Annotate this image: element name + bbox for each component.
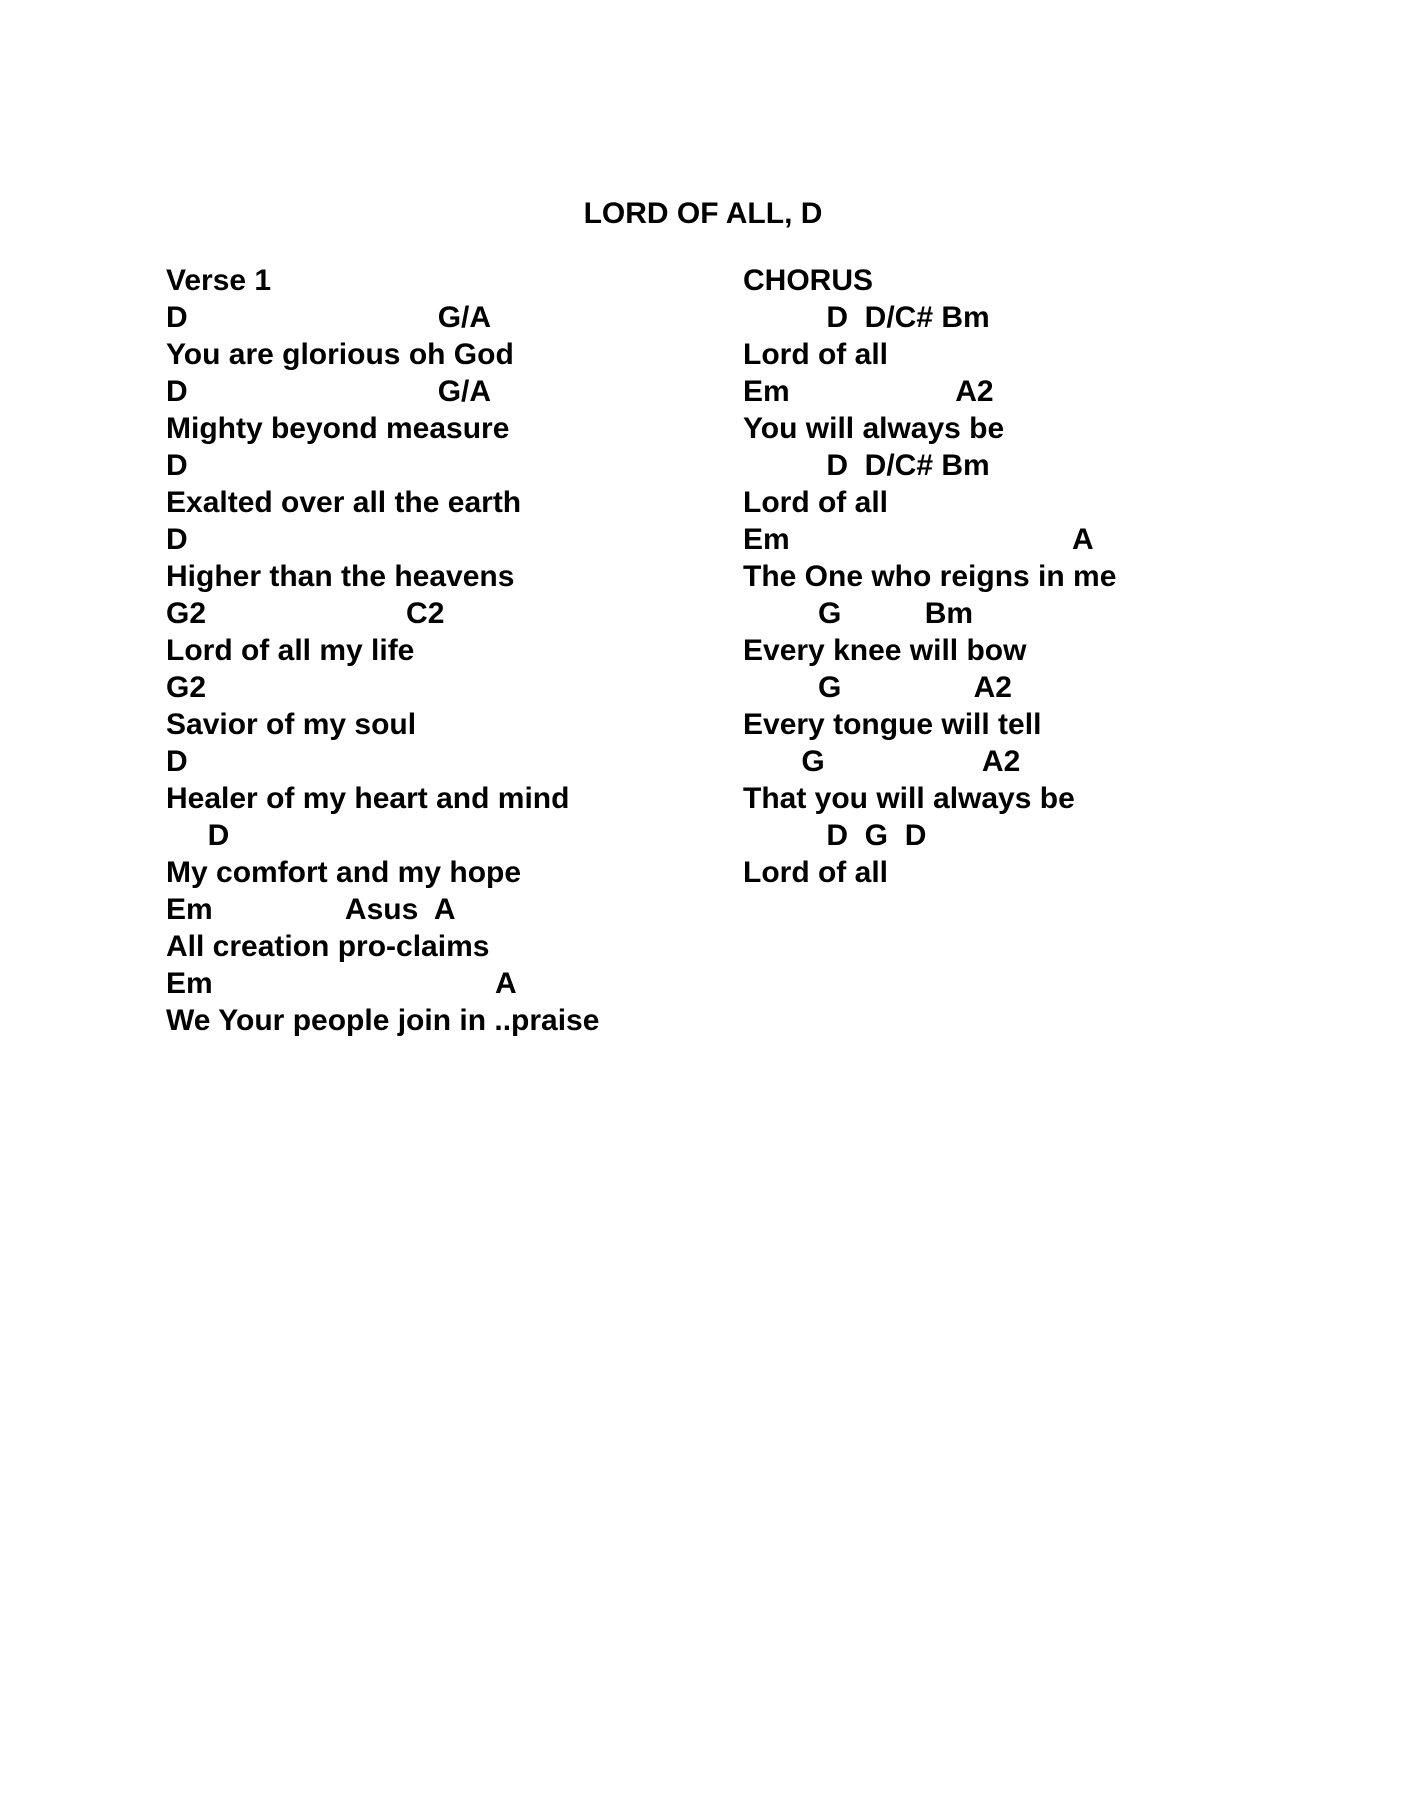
verse-lyric-line: Lord of all my life	[166, 634, 415, 667]
chorus-chord-line: Em A	[743, 523, 1094, 556]
verse-lyric-line: Healer of my heart and mind	[166, 782, 570, 815]
chorus-chord-line: Em A2	[743, 375, 994, 408]
verse-chord-line: Em A	[166, 967, 517, 1000]
chorus-lyric-line: Lord of all	[743, 856, 888, 889]
chorus-chord-line: G A2	[743, 671, 1012, 704]
verse-lyric-line: Mighty beyond measure	[166, 412, 510, 445]
chorus-lyric-line: The One who reigns in me	[743, 560, 1117, 593]
verse-lyric-line: We Your people join in ..praise	[166, 1004, 600, 1037]
verse-chord-line: D	[166, 745, 188, 778]
verse-lyric-line: My comfort and my hope	[166, 856, 522, 889]
song-title: LORD OF ALL, D	[583, 197, 823, 230]
verse-heading: Verse 1	[166, 264, 272, 297]
verse-column	[166, 262, 599, 1039]
verse-chord-line: D	[166, 449, 188, 482]
verse-lyric-line: You are glorious oh God	[166, 338, 514, 371]
chorus-column	[743, 262, 1116, 891]
verse-lyric-line: Savior of my soul	[166, 708, 417, 741]
verse-chord-line: G2 C2	[166, 597, 445, 630]
verse-chord-line: D	[166, 819, 230, 852]
chorus-chord-line: G Bm	[743, 597, 974, 630]
chorus-lyric-line: Every tongue will tell	[743, 708, 1042, 741]
verse-chord-line: G2	[166, 671, 207, 704]
chorus-lyric-line: That you will always be	[743, 782, 1075, 815]
chorus-lyric-line: Every knee will bow	[743, 634, 1027, 667]
chorus-lyric-line: Lord of all	[743, 338, 888, 371]
verse-chord-line: D G/A	[166, 301, 492, 334]
verse-chord-line: Em Asus A	[166, 893, 456, 926]
chorus-lyric-line: You will always be	[743, 412, 1005, 445]
verse-chord-line: D G/A	[166, 375, 492, 408]
chorus-chord-line: D D/C# Bm	[743, 301, 990, 334]
verse-chord-line: D	[166, 523, 188, 556]
chorus-lyric-line: Lord of all	[743, 486, 888, 519]
verse-lyric-line: All creation pro-claims	[166, 930, 490, 963]
chorus-heading: CHORUS	[743, 264, 874, 297]
verse-lyric-line: Higher than the heavens	[166, 560, 515, 593]
verse-lyric-line: Exalted over all the earth	[166, 486, 522, 519]
chorus-chord-line: G A2	[743, 745, 1021, 778]
chorus-chord-line: D G D	[743, 819, 927, 852]
chorus-chord-line: D D/C# Bm	[743, 449, 990, 482]
